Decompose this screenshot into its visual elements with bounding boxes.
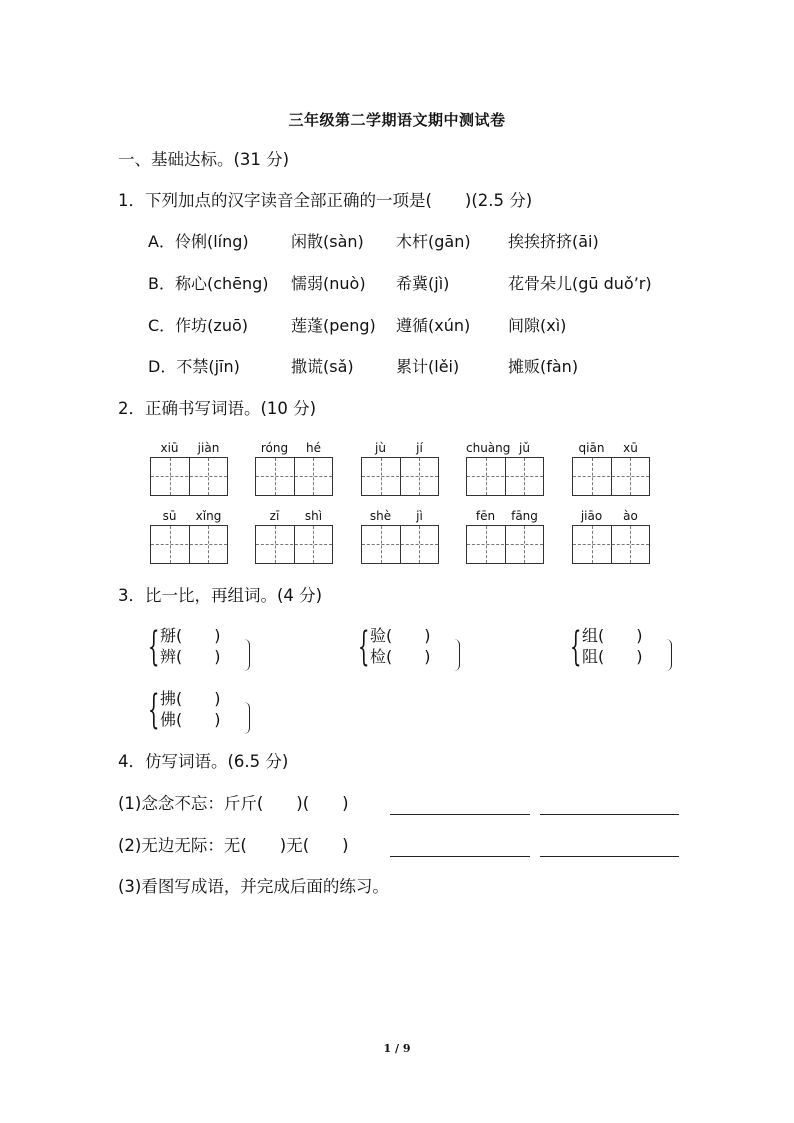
question-3-stem: 3．比一比，再组词。(4 分) xyxy=(118,586,323,605)
option-a-cell-4: 挨挨挤挤(āi) xyxy=(508,232,599,251)
compare-char: 组 xyxy=(582,626,599,645)
compare-char: 辨 xyxy=(160,647,177,666)
compare-char: 阻 xyxy=(582,647,599,666)
option-c-cell-4: 间隙(xì) xyxy=(508,316,567,335)
pinyin-label xyxy=(572,441,650,457)
pinyin-syllable: qiān xyxy=(578,441,605,455)
pinyin-syllable: róng xyxy=(260,441,289,455)
right-bracket-icon xyxy=(244,639,250,671)
character-writing-box[interactable] xyxy=(572,457,650,496)
compare-pair-1 xyxy=(148,625,258,673)
pinyin-syllable: shì xyxy=(304,509,323,523)
compare-char: 掰 xyxy=(160,626,177,645)
option-d-cell-1: D．不禁(jīn) xyxy=(148,357,240,376)
pinyin-syllable: jǔ xyxy=(519,441,530,455)
pinyin-label xyxy=(255,441,333,457)
compare-char: 拂 xyxy=(160,689,177,708)
right-bracket-icon xyxy=(244,702,250,734)
pinyin-syllable: fēn xyxy=(475,509,496,523)
option-a-cell-3: 木杆(gān) xyxy=(396,232,471,251)
pinyin-label xyxy=(361,441,439,457)
pinyin-label xyxy=(255,509,333,525)
option-c-cell-1: C．作坊(zuō) xyxy=(148,316,248,335)
option-d-cell-4: 摊贩(fàn) xyxy=(508,357,579,376)
pinyin-syllable: sū xyxy=(162,509,177,523)
answer-blank[interactable]: ( ) xyxy=(176,689,221,708)
pinyin-syllable: jù xyxy=(375,441,386,455)
pinyin-syllable: fāng xyxy=(511,509,538,523)
compare-char: 佛 xyxy=(160,710,177,729)
left-brace-icon: { xyxy=(358,624,370,670)
section-heading: 一、基础达标。(31 分) xyxy=(118,150,290,169)
character-writing-box[interactable] xyxy=(466,457,544,496)
question-4-item-1: (1)念念不忘：斤斤( )( ) xyxy=(118,794,349,813)
pinyin-syllable: jiàn xyxy=(197,441,220,455)
page-number: 1 / 9 xyxy=(383,1042,411,1055)
answer-line[interactable] xyxy=(540,814,679,815)
pinyin-syllable: chuàng xyxy=(466,441,511,455)
left-brace-icon: { xyxy=(570,624,582,670)
pinyin-syllable: xiū xyxy=(160,441,179,455)
compare-pair-3 xyxy=(570,625,680,673)
character-writing-box[interactable] xyxy=(255,525,333,564)
pinyin-syllable: ào xyxy=(623,509,638,523)
character-writing-box[interactable] xyxy=(361,525,439,564)
right-bracket-icon xyxy=(666,639,672,671)
answer-blank[interactable]: ( ) xyxy=(598,626,643,645)
character-writing-box[interactable] xyxy=(255,457,333,496)
pinyin-label xyxy=(466,441,544,457)
answer-blank[interactable]: ( ) xyxy=(386,647,431,666)
compare-pair-2 xyxy=(358,625,468,673)
character-writing-box[interactable] xyxy=(466,525,544,564)
pinyin-label xyxy=(150,509,228,525)
answer-line[interactable] xyxy=(390,856,530,857)
answer-blank[interactable]: ( ) xyxy=(386,626,431,645)
left-brace-icon: { xyxy=(148,624,160,670)
character-writing-box[interactable] xyxy=(572,525,650,564)
option-d-cell-3: 累计(lěi) xyxy=(396,357,460,376)
answer-line[interactable] xyxy=(390,814,530,815)
question-4-stem: 4．仿写词语。(6.5 分) xyxy=(118,752,289,771)
question-2-stem: 2．正确书写词语。(10 分) xyxy=(118,399,317,418)
answer-blank[interactable]: ( ) xyxy=(176,710,221,729)
option-a-cell-2: 闲散(sàn) xyxy=(291,232,364,251)
character-writing-box[interactable] xyxy=(150,525,228,564)
character-writing-box[interactable] xyxy=(150,457,228,496)
option-a-cell-1: A．伶俐(líng) xyxy=(148,232,249,251)
question-4-item-2: (2)无边无际：无( )无( ) xyxy=(118,836,349,855)
pinyin-syllable: shè xyxy=(369,509,392,523)
option-b-cell-3: 希冀(jì) xyxy=(396,274,450,293)
answer-blank[interactable]: ( ) xyxy=(176,647,221,666)
character-writing-box[interactable] xyxy=(361,457,439,496)
pinyin-syllable: xū xyxy=(623,441,638,455)
pinyin-syllable: jiāo xyxy=(580,509,603,523)
pinyin-syllable: zī xyxy=(269,509,280,523)
answer-line[interactable] xyxy=(540,856,679,857)
compare-char: 验 xyxy=(370,626,387,645)
compare-char: 检 xyxy=(370,647,387,666)
option-c-cell-3: 遵循(xún) xyxy=(396,316,471,335)
answer-blank[interactable]: ( ) xyxy=(176,626,221,645)
option-c-cell-2: 莲蓬(peng) xyxy=(291,316,376,335)
pinyin-label xyxy=(466,509,544,525)
left-brace-icon: { xyxy=(148,687,160,733)
option-b-cell-2: 懦弱(nuò) xyxy=(291,274,366,293)
question-1-stem: 1．下列加点的汉字读音全部正确的一项是( )(2.5 分) xyxy=(118,191,533,210)
pinyin-syllable: xǐng xyxy=(195,509,222,523)
compare-pair-4 xyxy=(148,688,258,736)
option-d-cell-2: 撒谎(sǎ) xyxy=(291,357,354,376)
answer-blank[interactable]: ( ) xyxy=(598,647,643,666)
pinyin-syllable: jì xyxy=(416,509,423,523)
option-b-cell-1: B．称心(chēng) xyxy=(148,274,269,293)
pinyin-label xyxy=(572,509,650,525)
pinyin-syllable: jí xyxy=(416,441,423,455)
pinyin-label xyxy=(361,509,439,525)
option-b-cell-4: 花骨朵儿(gū duǒ’r) xyxy=(508,274,652,293)
question-4-item-3: (3)看图写成语，并完成后面的练习。 xyxy=(118,877,389,896)
pinyin-label xyxy=(150,441,228,457)
pinyin-syllable: hé xyxy=(306,441,321,455)
right-bracket-icon xyxy=(454,639,460,671)
page-title: 三年级第二学期语文期中测试卷 xyxy=(288,111,506,129)
